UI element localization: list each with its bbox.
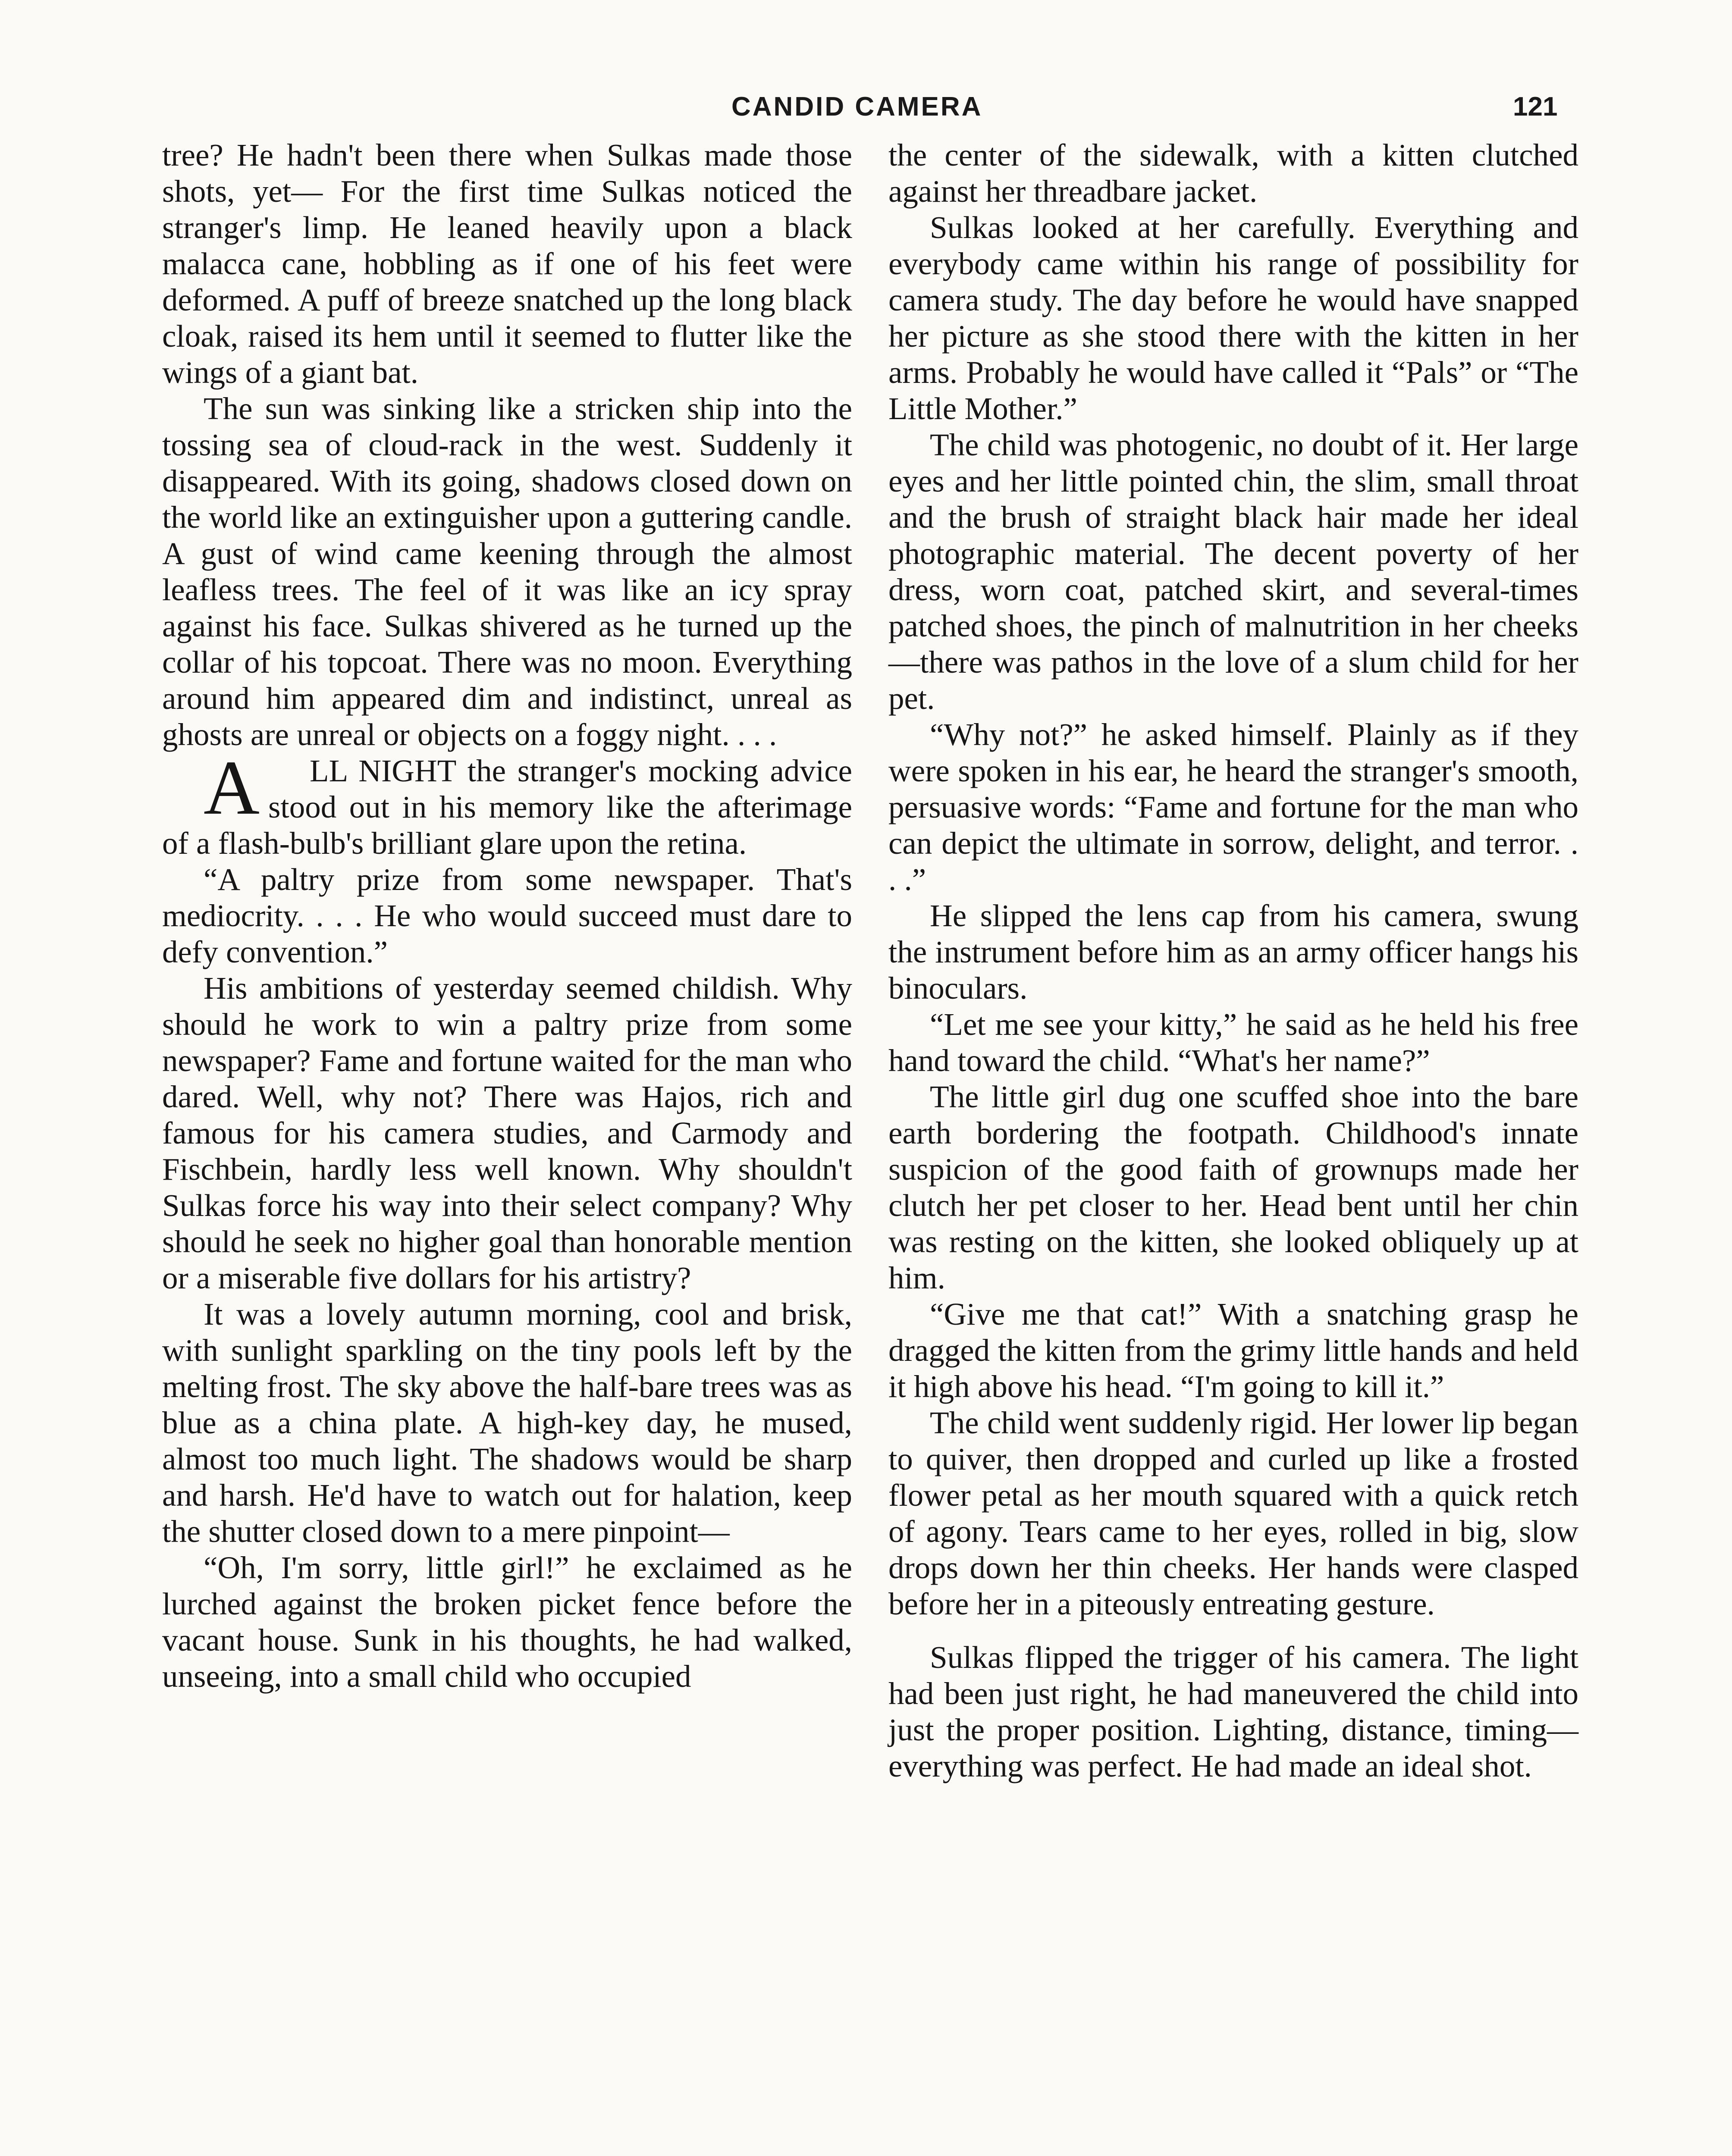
drop-cap: A — [204, 745, 260, 830]
paragraph-text: the stranger's mocking advice stood out in his memory like the afterimage of a flash-bulb's brilliant glare upon the retina. — [162, 753, 852, 861]
paragraph: “A paltry prize from some newspaper. That's mediocrity. . . . He who would succeed must dare to defy convention.” — [162, 862, 852, 969]
paragraph: His ambitions of yesterday seemed childish. Why should he work to win a paltry prize from some newspaper? Fame and fortune waited for the man who dared. Well, why not? There was Hajos, rich and famous for his camera studies, and Carmody and Fischbein, hardly less well known. Why shouldn't Sulkas force his way into their select company? Why should he seek no higher goal than honorable mention or a miserable five dollars for his artistry? — [162, 971, 852, 1295]
paragraph: The child went suddenly rigid. Her lower lip began to quiver, then dropped and curled up like a frosted flower petal as her mouth squared with a quick retch of agony. Tears came to her eyes, rolled in big, slow drops down her thin cheeks. Her hands were clasped before her in a piteously entreating gesture. — [888, 1405, 1578, 1621]
paragraph: “Why not?” he asked himself. Plainly as if they were spoken in his ear, he heard the stranger's smooth, persuasive words: “Fame and fortune for the man who can depict the ultimate in sorrow, delight, and terror. . . .” — [888, 717, 1578, 897]
page-number: 121 — [1513, 92, 1558, 122]
section-opening-paragraph — [162, 745, 852, 862]
paragraph: “Give me that cat!” With a snatching grasp he dragged the kitten from the grimy little hands and held it high above his head. “I'm going to kill it.” — [888, 1297, 1578, 1404]
running-header-title: CANDID CAMERA — [731, 92, 983, 122]
paragraph: The sun was sinking like a stricken ship into the tossing sea of cloud-rack in the west. Suddenly it disappeared. With its going, shadows closed down on the world like an extinguisher upon a guttering candle. A gust of wind came keening through the almost leafless trees. The feel of it was like an icy spray against his face. Sulkas shivered as he turned up the collar of his topcoat. There was no moon. Everything around him appeared dim and indistinct, unreal as ghosts are unreal or objects on a foggy night. . . . — [162, 391, 852, 752]
paragraph: The little girl dug one scuffed shoe into the bare earth bordering the footpath. Childhood's innate suspicion of the good faith of grownups made her clutch her pet closer to her. Head bent until her chin was resting on the kitten, she looked obliquely up at him. — [888, 1079, 1578, 1295]
paragraph: He slipped the lens cap from his camera, swung the instrument before him as an army officer hangs his binoculars. — [888, 898, 1578, 1006]
paragraph: The child was photogenic, no doubt of it. Her large eyes and her little pointed chin, the slim, small throat and the brush of straight black hair made her ideal photographic material. The decent poverty of her dress, worn coat, patched skirt, and several-times patched shoes, the pinch of malnutrition in her cheeks —there was pathos in the love of a slum child for her pet. — [888, 427, 1578, 716]
paragraph: It was a lovely autumn morning, cool and brisk, with sunlight sparkling on the tiny pools left by the melting frost. The sky above the half-bare trees was as blue as a china plate. A high-key day, he mused, almost too much light. The shadows would be sharp and harsh. He'd have to watch out for halation, keep the shutter closed down to a mere pinpoint— — [162, 1297, 852, 1549]
paragraph: “Let me see your kitty,” he said as he held his free hand toward the child. “What's her name?” — [888, 1007, 1578, 1078]
paragraph: the center of the sidewalk, with a kitten clutched against her threadbare jacket. — [888, 138, 1578, 209]
paragraph: “Oh, I'm sorry, little girl!” he exclaimed as he lurched against the broken picket fence before the vacant house. Sunk in his thoughts, he had walked, unseeing, into a small child who occupied — [162, 1550, 852, 1694]
paragraph: Sulkas looked at her carefully. Everything and everybody came within his range of possibility for camera study. The day before he would have snapped her picture as she stood there with the kitten in her arms. Probably he would have called it “Pals” or “The Little Mother.” — [888, 210, 1578, 426]
paragraph: tree? He hadn't been there when Sulkas made those shots, yet— For the first time Sulkas noticed the stranger's limp. He leaned heavily upon a black malacca cane, hobbling as if one of his feet were deformed. A puff of breeze snatched up the long black cloak, raised its hem until it seemed to flutter like the wings of a giant bat. — [162, 138, 852, 390]
lead-in-caps: LL NIGHT — [310, 753, 456, 788]
right-text-column — [888, 137, 1578, 1784]
paragraph: Sulkas flipped the trigger of his camera. The light had been just right, he had maneuvered the child into just the proper position. Lighting, distance, timing—everything was perfect. He had made an ideal shot. — [888, 1640, 1578, 1783]
left-text-column — [162, 137, 852, 1695]
